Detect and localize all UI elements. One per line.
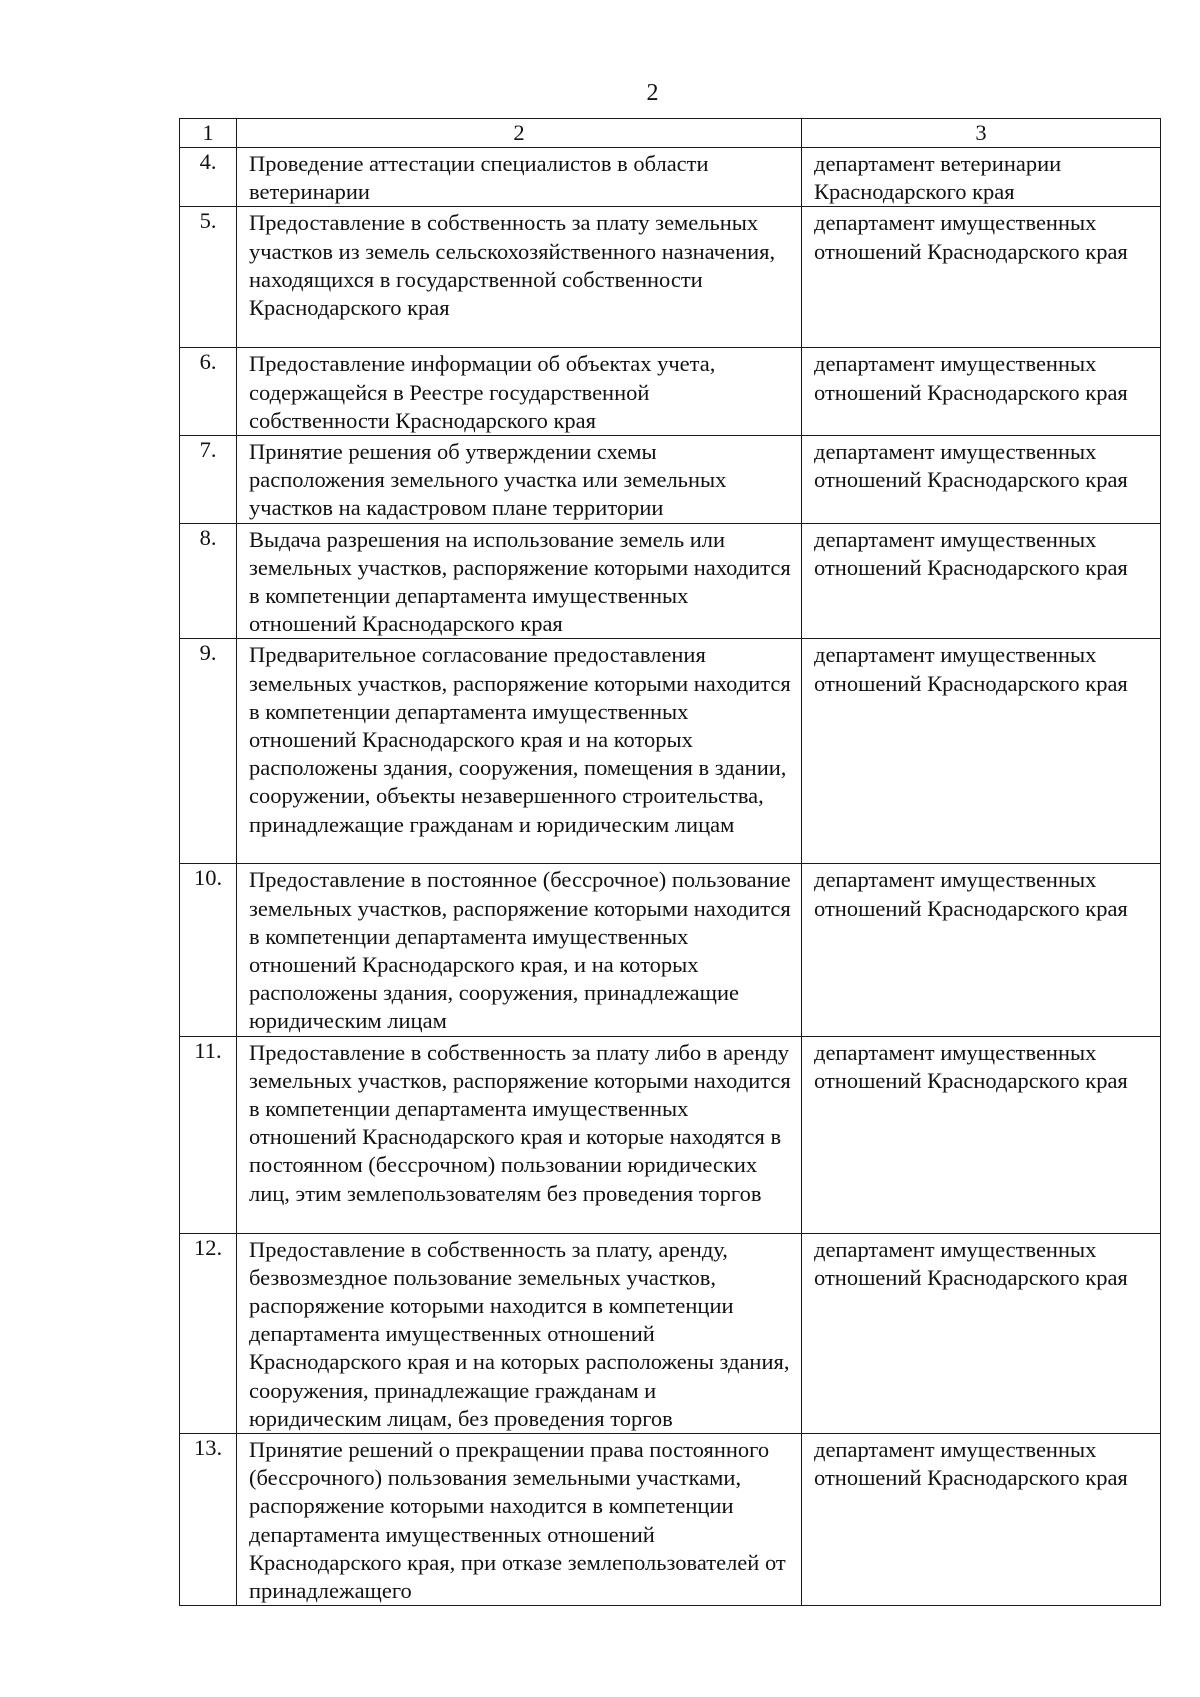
table-row (180, 1434, 1161, 1606)
responsible-body: департамент имущественных отношений Краснодарского края (802, 523, 1161, 639)
table-header (180, 119, 1161, 148)
row-number: 13. (180, 1434, 237, 1606)
responsible-body: департамент ветеринарии Краснодарского края (802, 148, 1161, 207)
table-row (180, 348, 1161, 436)
row-number: 12. (180, 1233, 237, 1433)
table-row (180, 1233, 1161, 1433)
table-row (180, 864, 1161, 1036)
service-name: Предоставление в собственность за плату либо в аренду земельных участков, распоряжение которыми находится в компетенции департамента имущественных отношений Краснодарского края и которые находятся в постоянном (бессрочном) пользовании юридических лиц, этим землепользователям без проведения торгов (237, 1036, 802, 1233)
service-name: Выдача разрешения на использование земель или земельных участков, распоряжение которыми находится в компетенции департамента имущественных отношений Краснодарского края (237, 523, 802, 639)
responsible-body: департамент имущественных отношений Краснодарского края (802, 1434, 1161, 1606)
service-name: Предварительное согласование предоставления земельных участков, распоряжение которыми находится в компетенции департамента имущественных отношений Краснодарского края и на которых расположены здания, сооружения, помещения в здании, сооружении, объекты незавершенного строительства, принадлежащие гражданам и юридическим лицам (237, 639, 802, 864)
column-header-body: 3 (802, 119, 1161, 148)
service-name: Предоставление в собственность за плату, аренду, безвозмездное пользование земельных участков, распоряжение которыми находится в компетенции департамента имущественных отношений Краснодарского края и на которых расположены здания, сооружения, принадлежащие гражданам и юридическим лицам, без проведения торгов (237, 1233, 802, 1433)
table-row (180, 1036, 1161, 1233)
row-number: 10. (180, 864, 237, 1036)
service-name: Предоставление в собственность за плату земельных участков из земель сельскохозяйственного назначения, находящихся в государственной собственности Краснодарского края (237, 207, 802, 348)
table-row (180, 523, 1161, 639)
row-number: 11. (180, 1036, 237, 1233)
column-header-service: 2 (237, 119, 802, 148)
table-row (180, 436, 1161, 524)
responsible-body: департамент имущественных отношений Краснодарского края (802, 436, 1161, 524)
row-number: 8. (180, 523, 237, 639)
row-number: 5. (180, 207, 237, 348)
table-row (180, 207, 1161, 348)
column-header-number: 1 (180, 119, 237, 148)
responsible-body: департамент имущественных отношений Краснодарского края (802, 1036, 1161, 1233)
header-row (180, 119, 1161, 148)
service-name: Принятие решений о прекращении права постоянного (бессрочного) пользования земельными участками, распоряжение которыми находится в компетенции департамента имущественных отношений Краснодарского края, при отказе землепользователей от принадлежащего (237, 1434, 802, 1606)
service-name: Предоставление в постоянное (бессрочное) пользование земельных участков, распоряжение которыми находится в компетенции департамента имущественных отношений Краснодарского края, и на которых расположены здания, сооружения, принадлежащие юридическим лицам (237, 864, 802, 1036)
responsible-body: департамент имущественных отношений Краснодарского края (802, 1233, 1161, 1433)
services-table (179, 118, 1161, 1606)
table-body (180, 148, 1161, 1606)
table-row (180, 148, 1161, 207)
responsible-body: департамент имущественных отношений Краснодарского края (802, 639, 1161, 864)
responsible-body: департамент имущественных отношений Краснодарского края (802, 348, 1161, 436)
table-row (180, 639, 1161, 864)
row-number: 4. (180, 148, 237, 207)
service-name: Предоставление информации об объектах учета, содержащейся в Реестре государственной собственности Краснодарского края (237, 348, 802, 436)
row-number: 9. (180, 639, 237, 864)
row-number: 6. (180, 348, 237, 436)
responsible-body: департамент имущественных отношений Краснодарского края (802, 207, 1161, 348)
row-number: 7. (180, 436, 237, 524)
responsible-body: департамент имущественных отношений Краснодарского края (802, 864, 1161, 1036)
page-number: 2 (646, 80, 659, 106)
service-name: Принятие решения об утверждении схемы расположения земельного участка или земельных участков на кадастровом плане территории (237, 436, 802, 524)
service-name: Проведение аттестации специалистов в области ветеринарии (237, 148, 802, 207)
